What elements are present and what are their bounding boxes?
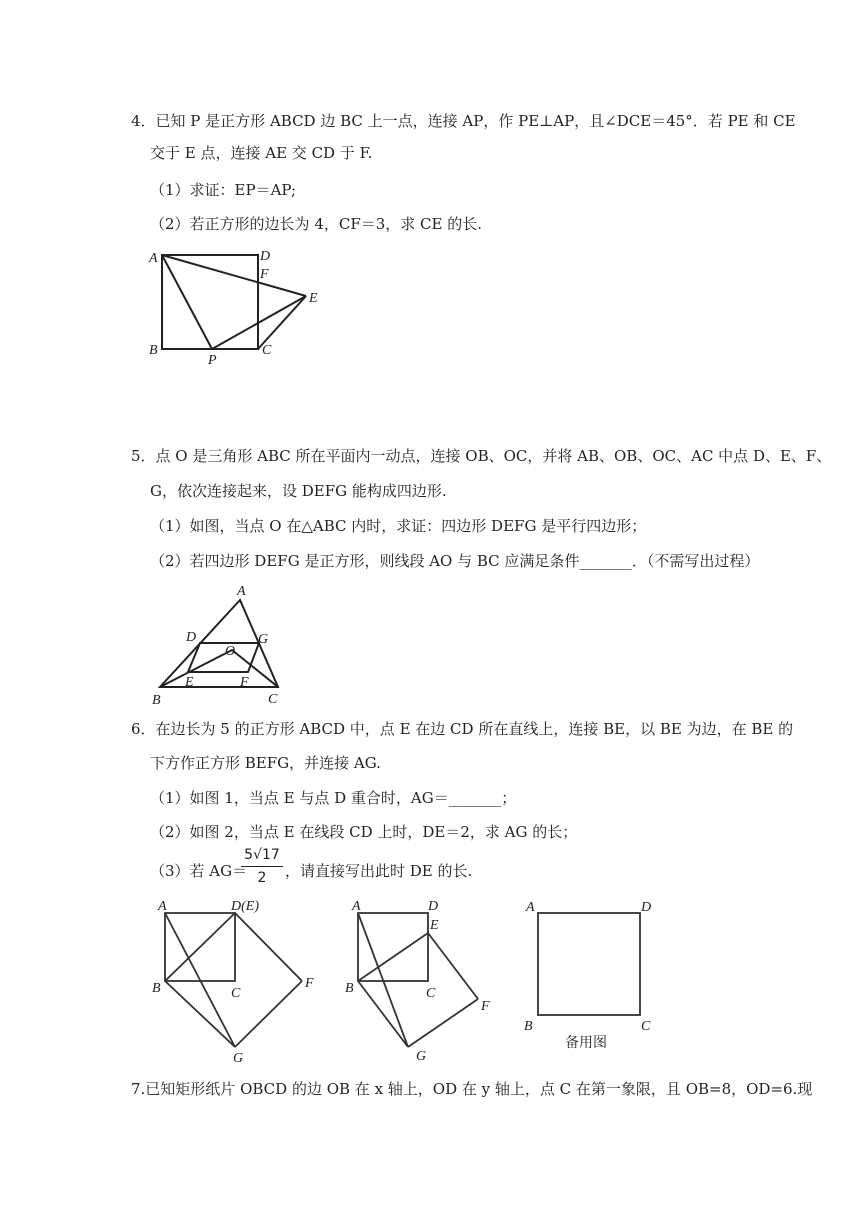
q5-label-a: A	[237, 584, 246, 599]
q5-figure	[148, 580, 298, 710]
q6-figure-3	[520, 895, 670, 1055]
q4-part1: （1）求证：EP＝AP;	[150, 181, 297, 199]
q5-label-o: O	[225, 644, 236, 659]
q6-fig3-label-d: D	[641, 900, 652, 915]
q6-part1: （1）如图 1，当点 E 与点 D 重合时，AG＝_______；	[150, 789, 517, 807]
q6-fig2-label-e: E	[430, 918, 439, 933]
q4-line1: 4．已知 P 是正方形 ABCD 边 BC 上一点，连接 AP，作 PE⊥AP，且∠DCE＝45°．若 PE 和 CE	[131, 112, 796, 130]
q4-figure	[140, 240, 340, 370]
q5-line1: 5．点 O 是三角形 ABC 所在平面内一动点，连接 OB、OC，并将 AB、OB、OC、AC 中点 D、E、F、	[131, 447, 832, 465]
q6-fig3-label-b: B	[524, 1019, 533, 1034]
q6-fig2-label-d: D	[428, 899, 439, 914]
q4-line2: 交于 E 点，连接 AE 交 CD 于 F.	[150, 144, 373, 162]
q5-part2: （2）若四边形 DEFG 是正方形，则线段 AO 与 BC 应满足条件_______．（不需写出过程）	[150, 552, 760, 570]
q6-fig1-label-de: D(E)	[231, 899, 259, 914]
q6-fraction	[241, 846, 283, 887]
q6-fig2-label-a: A	[352, 899, 361, 914]
q5-part1: （1）如图，当点 O 在△ABC 内时，求证：四边形 DEFG 是平行四边形；	[150, 517, 647, 535]
q6-fig1-label-c: C	[231, 986, 241, 1001]
q4-label-a: A	[149, 251, 158, 266]
q5-label-e: E	[185, 675, 194, 690]
q6-line2: 下方作正方形 BEFG，并连接 AG.	[150, 754, 381, 772]
q6-part2: （2）如图 2，当点 E 在线段 CD 上时，DE＝2，求 AG 的长；	[150, 823, 578, 841]
q6-fig3-label-c: C	[641, 1019, 651, 1034]
q4-label-p: P	[208, 353, 217, 368]
q5-line2: G，依次连接起来，设 DEFG 能构成四边形.	[150, 482, 447, 500]
q6-part3-prefix: （3）若 AG＝	[150, 862, 248, 880]
q4-label-c: C	[262, 343, 272, 358]
q6-figure-1	[145, 895, 330, 1065]
q6-fig3-caption: 备用图	[565, 1035, 607, 1051]
q4-label-e: E	[309, 291, 318, 306]
q5-label-d: D	[186, 630, 197, 645]
q5-label-c: C	[268, 692, 278, 707]
q6-fig2-label-b: B	[345, 981, 354, 996]
q6-fig2-label-f: F	[481, 999, 490, 1014]
q6-part3-suffix: ，请直接写出此时 DE 的长.	[285, 862, 473, 880]
q7-line1: 7.已知矩形纸片 OBCD 的边 OB 在 x 轴上，OD 在 y 轴上，点 C 在第一象限，且 OB=8，OD=6.现	[131, 1080, 813, 1098]
q6-figure-2	[340, 895, 510, 1065]
q5-label-g: G	[258, 632, 269, 647]
q4-label-d: D	[260, 249, 271, 264]
q6-fig1-label-b: B	[152, 981, 161, 996]
q6-line1: 6．在边长为 5 的正方形 ABCD 中，点 E 在边 CD 所在直线上，连接 BE，以 BE 为边，在 BE 的	[131, 720, 794, 738]
q6-fig1-label-f: F	[305, 976, 314, 991]
q4-label-f: F	[260, 267, 269, 282]
q4-part2: （2）若正方形的边长为 4，CF＝3，求 CE 的长.	[150, 215, 483, 233]
q6-fig1-label-a: A	[158, 899, 167, 914]
q6-fig3-label-a: A	[526, 900, 535, 915]
q6-fig1-label-g: G	[233, 1051, 244, 1066]
q5-label-b: B	[152, 693, 161, 708]
q6-fraction-bar	[241, 866, 283, 867]
q5-label-f: F	[240, 675, 249, 690]
q6-fraction-numerator: 5√17	[244, 847, 280, 863]
q6-fig2-label-c: C	[426, 986, 436, 1001]
q6-fraction-denominator: 2	[257, 870, 267, 886]
q6-fig2-label-g: G	[416, 1049, 427, 1064]
q4-label-b: B	[149, 343, 158, 358]
